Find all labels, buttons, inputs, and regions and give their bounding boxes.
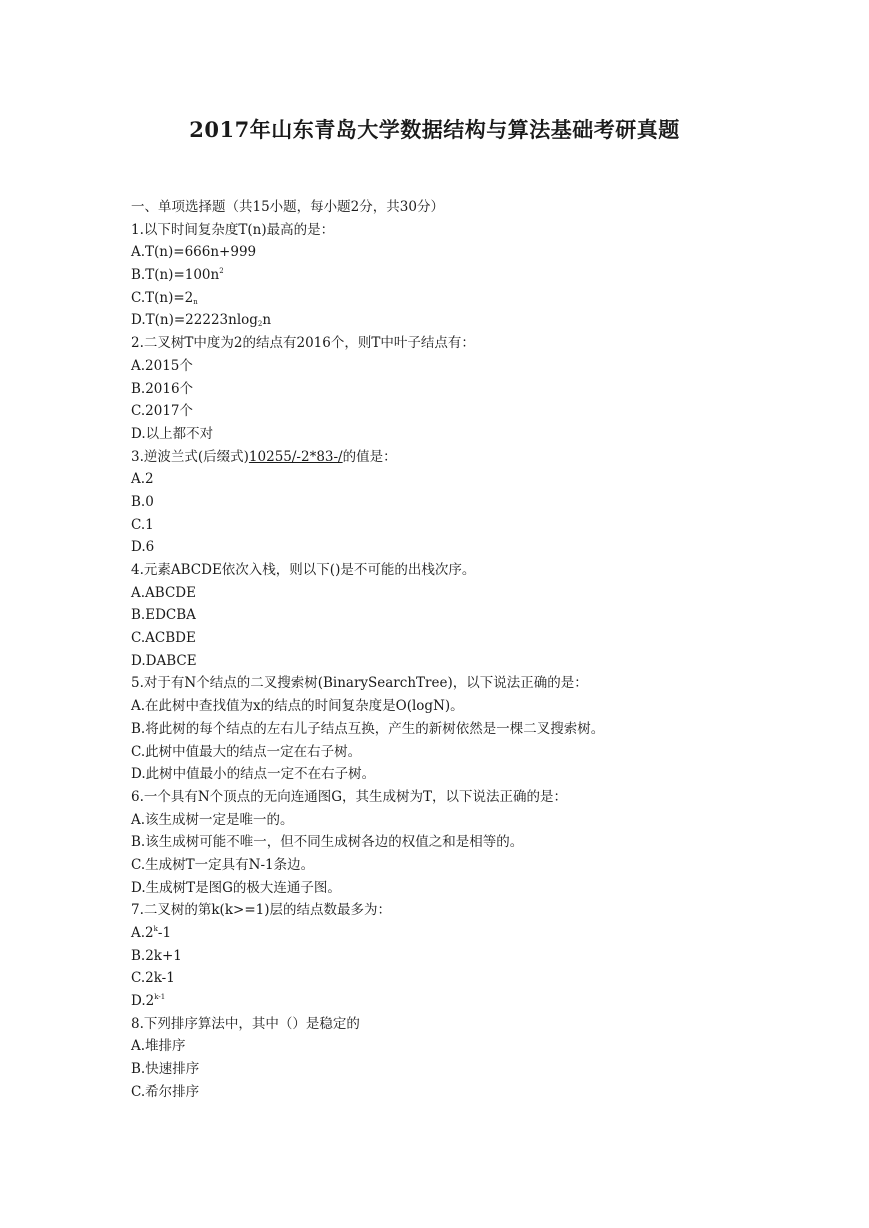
answer-option <box>131 763 831 786</box>
answer-option <box>131 287 831 310</box>
option-text: D.DABCE <box>131 652 197 669</box>
question-stem: 5.对于有N个结点的二叉搜索树(BinarySearchTree)，以下说法正确的是： <box>131 675 588 692</box>
answer-option <box>131 967 831 990</box>
option-text: A.堆排序 <box>131 1038 186 1055</box>
option-text: B.EDCBA <box>131 607 196 624</box>
option-text: D.此树中值最小的结点一定不在右子树。 <box>131 766 376 783</box>
answer-option <box>131 536 831 559</box>
answer-option <box>131 831 831 854</box>
answer-option <box>131 718 831 741</box>
option-text: C.2017个 <box>131 403 193 420</box>
answer-option <box>131 1081 831 1104</box>
option-text: A.该生成树一定是唯一的。 <box>131 811 294 828</box>
question-stem: 6.一个具有N个顶点的无向连通图G，其生成树为T，以下说法正确的是： <box>131 788 567 805</box>
answer-option <box>131 604 831 627</box>
option-text: C.希尔排序 <box>131 1083 200 1100</box>
option-text: A.ABCDE <box>131 584 196 601</box>
question-stem: 2.二叉树T中度为2的结点有2016个，则T中叶子结点有： <box>131 335 475 352</box>
answer-option <box>131 877 831 900</box>
option-text: D.6 <box>131 539 155 556</box>
underlined-expression: 10255/-2*83-/ <box>248 448 343 465</box>
answer-option <box>131 264 831 287</box>
superscript: 2 <box>219 267 224 276</box>
option-text: A.2 <box>131 471 154 488</box>
option-text: B.2016个 <box>131 380 194 397</box>
superscript: k-1 <box>154 993 166 1002</box>
option-text: B.2k+1 <box>131 947 182 964</box>
option-text: A.2 <box>131 925 154 941</box>
answer-option <box>131 741 831 764</box>
answer-option <box>131 309 831 332</box>
answer-option <box>131 945 831 968</box>
answer-option <box>131 241 831 264</box>
question-stem <box>131 446 831 469</box>
answer-option <box>131 378 831 401</box>
option-text: B.快速排序 <box>131 1061 200 1078</box>
option-text: C.T(n)=2 <box>131 289 194 306</box>
option-text: A.在此树中查找值为x的结点的时间复杂度是O(logN)。 <box>131 698 464 715</box>
answer-option <box>131 854 831 877</box>
option-text: D.以上都不对 <box>131 425 214 442</box>
question-stem: 4.元素ABCDE依次入栈，则以下()是不可能的出栈次序。 <box>131 562 476 578</box>
option-text: D.2 <box>131 993 155 1010</box>
section-heading: 一、单项选择题（共15小题，每小题2分，共30分） <box>131 199 444 215</box>
option-text: C.2k-1 <box>131 970 175 987</box>
answer-option <box>131 627 831 650</box>
question-stem: 1.以下时间复杂度T(n)最高的是： <box>131 221 335 238</box>
answer-option <box>131 400 831 423</box>
option-text: D.生成树T是图G的极大连通子图。 <box>131 879 341 896</box>
option-text: A.2015个 <box>131 357 193 374</box>
answer-option <box>131 1035 831 1058</box>
subscript: 2 <box>257 320 263 329</box>
answer-option <box>131 491 831 514</box>
stem-text: 3.逆波兰式(后缀式) <box>131 448 249 465</box>
question-stem: 8.下列排序算法中，其中（）是稳定的 <box>131 1015 360 1032</box>
answer-option <box>131 355 831 378</box>
answer-option <box>131 990 831 1013</box>
option-text: D.T(n)=22223nlog <box>131 312 258 329</box>
option-text: C.1 <box>131 516 154 533</box>
answer-option <box>131 514 831 537</box>
option-text: C.ACBDE <box>131 630 196 647</box>
option-text: B.0 <box>131 493 154 510</box>
answer-option <box>131 650 831 673</box>
answer-option <box>131 582 831 605</box>
question-list <box>131 196 831 1104</box>
option-text: B.T(n)=100n <box>131 267 220 284</box>
option-text: B.将此树的每个结点的左右儿子结点互换，产生的新树依然是一棵二叉搜索树。 <box>131 720 605 737</box>
stem-text: 的值是： <box>342 448 397 465</box>
answer-option <box>131 695 831 718</box>
option-text: C.生成树T一定具有N-1条边。 <box>131 856 315 873</box>
option-text-suffix: -1 <box>157 925 172 941</box>
superscript: k <box>153 925 158 933</box>
document-title: 2017年山东青岛大学数据结构与算法基础考研真题 <box>189 117 680 142</box>
answer-option <box>131 1058 831 1081</box>
answer-option <box>131 809 831 832</box>
answer-option <box>131 468 831 491</box>
subscript: n <box>193 297 198 306</box>
option-text-suffix: n <box>262 312 272 329</box>
answer-option <box>131 423 831 446</box>
question-stem: 7.二叉树的第k(k>=1)层的结点数最多为： <box>131 902 391 919</box>
option-text: C.此树中值最大的结点一定在右子树。 <box>131 743 362 760</box>
answer-option <box>131 922 831 945</box>
option-text: B.该生成树可能不唯一，但不同生成树各边的权值之和是相等的。 <box>131 834 524 851</box>
option-text: A.T(n)=666n+999 <box>131 244 257 261</box>
